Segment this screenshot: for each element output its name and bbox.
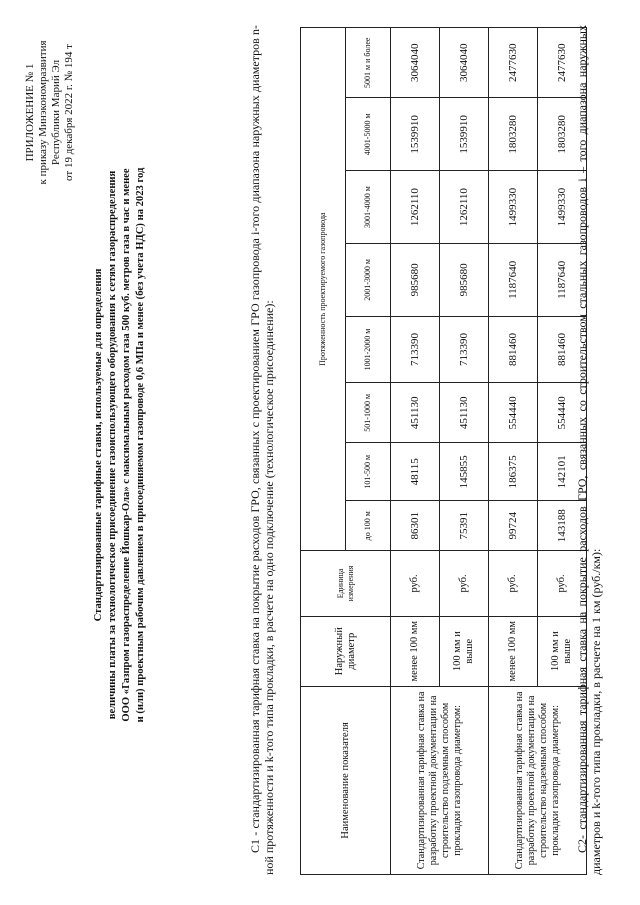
table-cell: 1499330 <box>538 171 587 244</box>
approval-stamp-block <box>24 15 76 210</box>
approval-line: к приказу Минэкономразвития <box>37 40 49 185</box>
row-description: Стандартизированная тарифная ставка на разработку проектной документации на строительство надземным способом прокладки газопровода диаметром: <box>489 686 587 874</box>
paragraph-c1-text: С1 - стандартизированная тарифная ставка на покрытие расходов ГРО, связанных с проектированием ГРО газопровода i-того диапазона наружных диаметров n-ной протяженности и k-того типа прокладки, в расчете на одно подключение (технологическое присоединение): <box>248 25 276 875</box>
table-cell: 86301 <box>391 501 440 551</box>
row-diameter: 100 мм и выше <box>538 616 587 686</box>
title-line: и (или) проектным рабочим давлением в присоединяемом газопроводе 0,6 МПа и менее (без учета НДС) на 2023 год <box>135 167 146 723</box>
paragraph-c1 <box>248 25 276 875</box>
table-cell: 985680 <box>440 243 489 316</box>
table-cell: 881460 <box>538 316 587 382</box>
document-title <box>92 65 148 825</box>
row-unit: руб. <box>391 551 440 616</box>
header-range: 3001-4000 м <box>346 171 391 244</box>
header-diameter: Наружный диаметр <box>301 616 391 686</box>
table-cell: 1499330 <box>489 171 538 244</box>
header-range: 101-500 м <box>346 443 391 501</box>
table-row <box>391 28 440 875</box>
row-unit: руб. <box>538 551 587 616</box>
table-cell: 142101 <box>538 443 587 501</box>
table-cell: 2477630 <box>489 28 538 98</box>
row-unit: руб. <box>440 551 489 616</box>
table-cell: 451130 <box>391 383 440 443</box>
approval-line: Республики Марий Эл <box>50 59 62 166</box>
header-length-group: Протяженность проектируемого газопровода <box>301 28 346 551</box>
table-cell: 451130 <box>440 383 489 443</box>
table-cell: 881460 <box>489 316 538 382</box>
table-cell: 145855 <box>440 443 489 501</box>
table-cell: 1539910 <box>440 98 489 171</box>
table-row <box>489 28 538 875</box>
table-cell: 3064040 <box>440 28 489 98</box>
table-cell: 1187640 <box>538 243 587 316</box>
table-cell: 186375 <box>489 443 538 501</box>
table-cell: 143188 <box>538 501 587 551</box>
table-cell: 554440 <box>489 383 538 443</box>
row-description: Стандартизированная тарифная ставка на разработку проектной документации на строительство подземным способом прокладки газопровода диаметром: <box>391 686 489 874</box>
title-line: ООО «Газпром газораспределение Йошкар-Ола» с максимальным расходом газа 500 куб. метров газа в час и менее <box>121 168 132 722</box>
header-range: 2001-3000 м <box>346 243 391 316</box>
table-cell: 554440 <box>538 383 587 443</box>
row-diameter: менее 100 мм <box>489 616 538 686</box>
approval-line: ПРИЛОЖЕНИЕ № 1 <box>24 63 36 162</box>
table-cell: 3064040 <box>391 28 440 98</box>
table-cell: 713390 <box>440 316 489 382</box>
title-line: Стандартизированные тарифные ставки, используемые для определения <box>93 268 104 622</box>
paragraph-c2-text: С2- стандартизированная тарифная ставка на покрытие расходов ГРО, связанных со строительством стальных газопроводов i – того диапазона наружных диаметров и k-того типа прокладки, в расчете на 1 км (руб./км): <box>575 25 603 875</box>
approval-line: от 19 декабря 2022 г. № 194 т <box>63 44 75 181</box>
header-range: 1001-2000 м <box>346 316 391 382</box>
header-range: до 100 м <box>346 501 391 551</box>
header-unit: Единица измерения <box>301 551 391 616</box>
table-cell: 1187640 <box>489 243 538 316</box>
title-line: величины платы за технологическое присоединение газоиспользующего оборудования к сетям газораспределения <box>107 170 118 720</box>
header-range: 501-1000 м <box>346 383 391 443</box>
row-diameter: 100 мм и выше <box>440 616 489 686</box>
row-diameter: менее 100 мм <box>391 616 440 686</box>
table-cell: 985680 <box>391 243 440 316</box>
table-cell: 1262110 <box>391 171 440 244</box>
header-name: Наименование показателя <box>301 686 391 874</box>
table-cell: 2477630 <box>538 28 587 98</box>
table-cell: 1539910 <box>391 98 440 171</box>
table-cell: 48115 <box>391 443 440 501</box>
table-cell: 713390 <box>391 316 440 382</box>
header-range: 5001 м и более <box>346 28 391 98</box>
row-unit: руб. <box>489 551 538 616</box>
table-cell: 99724 <box>489 501 538 551</box>
table-cell: 1262110 <box>440 171 489 244</box>
tariff-table <box>300 27 587 875</box>
table-cell: 75391 <box>440 501 489 551</box>
paragraph-c2 <box>575 25 603 875</box>
header-range: 4001-5000 м <box>346 98 391 171</box>
table-cell: 1803280 <box>538 98 587 171</box>
table-cell: 1803280 <box>489 98 538 171</box>
